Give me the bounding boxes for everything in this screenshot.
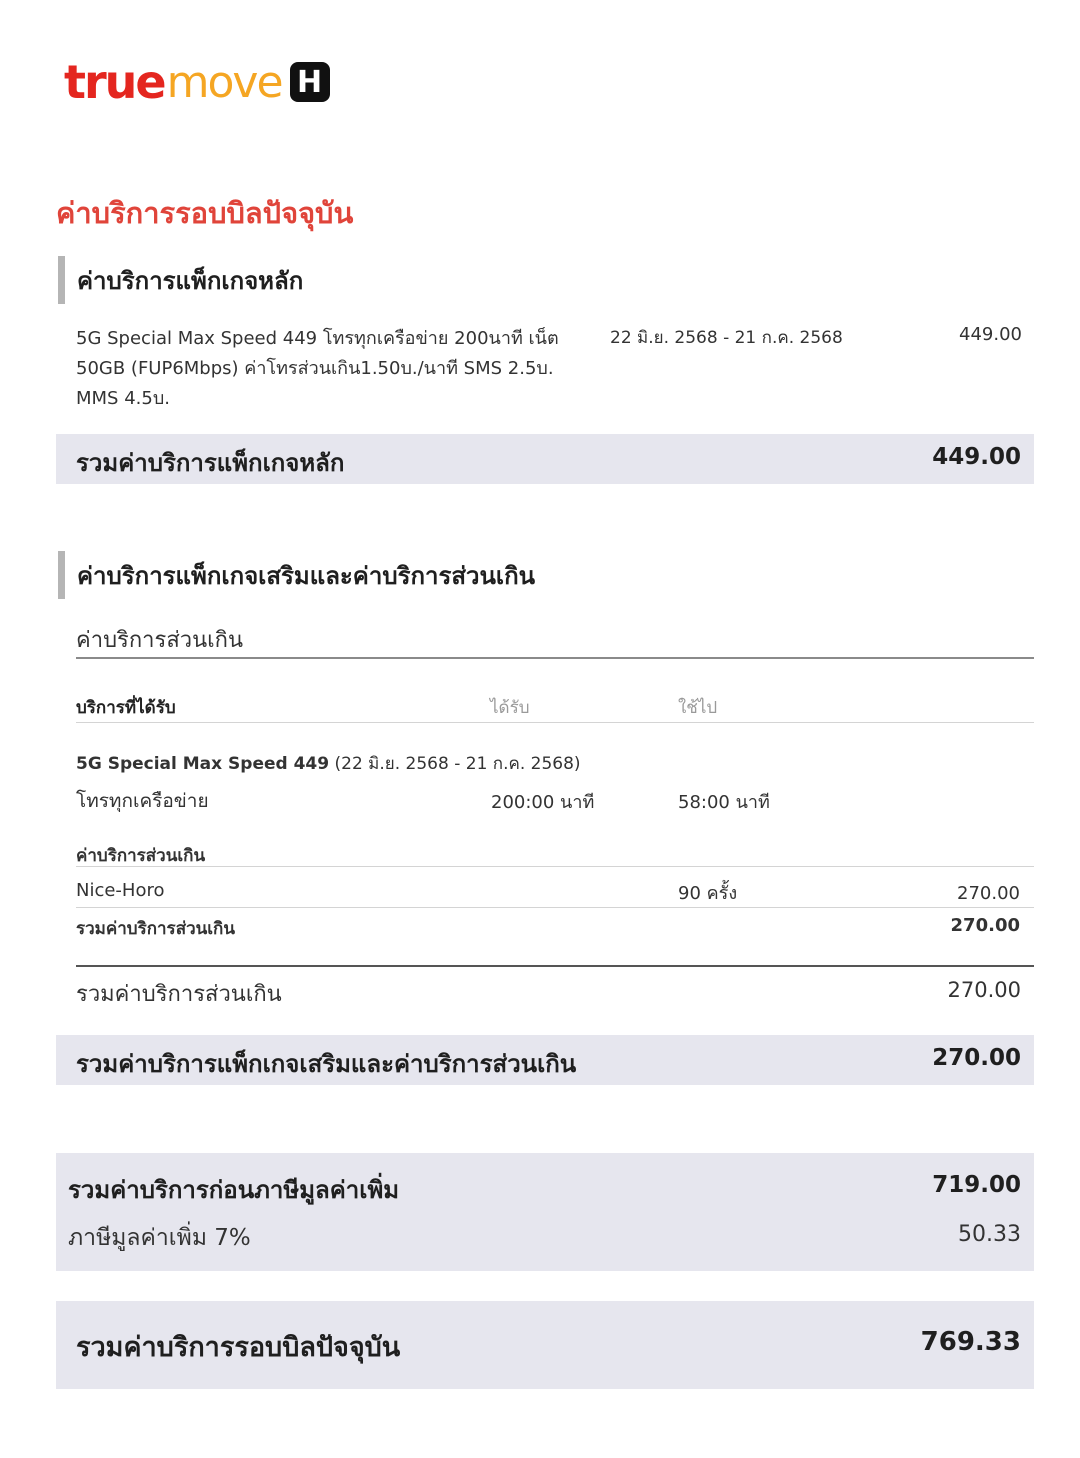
grand-total-amount: 769.33 (920, 1327, 1021, 1357)
divider (76, 907, 1034, 908)
main-package-amount: 449.00 (959, 324, 1022, 345)
main-package-total-amount: 449.00 (932, 444, 1021, 470)
addon-heading: ค่าบริการแพ็กเกจเสริมและค่าบริการส่วนเกิน (58, 551, 535, 599)
column-header-service: บริการที่ได้รับ (76, 698, 176, 718)
divider (76, 866, 1034, 867)
divider (76, 965, 1034, 967)
logo-move-text: move (166, 56, 282, 108)
main-package-description: 5G Special Max Speed 449 โทรทุกเครือข่าย 200นาที เน็ต 50GB (FUP6Mbps) ค่าโทรส่วนเกิน1.50บ./นาที SMS 2.5บ. MMS 4.5บ. (76, 328, 559, 409)
overage-subtotal-label: รวมค่าบริการส่วนเกิน (76, 919, 235, 939)
summary-band (56, 1153, 1034, 1271)
divider (76, 722, 1034, 723)
logo-true-text: true (64, 55, 165, 109)
main-package-heading: ค่าบริการแพ็กเกจหลัก (58, 256, 303, 304)
vat-amount: 50.33 (958, 1222, 1021, 1247)
page-title: ค่าบริการรอบบิลปัจจุบัน (56, 196, 354, 230)
truemove-h-logo (64, 52, 330, 112)
column-header-used: ใช้ไป (678, 698, 718, 718)
overage-subtotal-amount: 270.00 (950, 915, 1020, 936)
call-row-received: 200:00 นาที (491, 792, 595, 813)
grand-total-label: รวมค่าบริการรอบบิลปัจจุบัน (76, 1332, 401, 1363)
overage-total-amount: 270.00 (947, 978, 1021, 1002)
overage-row-used: 90 ครั้ง (678, 883, 738, 904)
overage-total-label: รวมค่าบริการส่วนเกิน (76, 982, 282, 1007)
logo-h-badge: H (290, 62, 330, 102)
call-row-used: 58:00 นาที (678, 792, 770, 813)
overage-subheading: ค่าบริการส่วนเกิน (76, 846, 206, 866)
grand-total-band (56, 1301, 1034, 1389)
pre-vat-label: รวมค่าบริการก่อนภาษีมูลค่าเพิ่ม (68, 1176, 400, 1204)
pre-vat-amount: 719.00 (932, 1172, 1021, 1198)
overage-row-label: Nice-Horo (76, 880, 165, 901)
divider (76, 657, 1034, 659)
main-package-total-band (56, 434, 1034, 484)
call-row-label: โทรทุกเครือข่าย (76, 790, 209, 812)
usage-package-period: (22 มิ.ย. 2568 - 21 ก.ค. 2568) (334, 754, 581, 774)
column-header-received: ได้รับ (490, 698, 530, 718)
addon-total-band (56, 1035, 1034, 1085)
addon-total-label: รวมค่าบริการแพ็กเกจเสริมและค่าบริการส่วนเกิน (76, 1050, 577, 1078)
main-package-period: 22 มิ.ย. 2568 - 21 ก.ค. 2568 (610, 328, 843, 348)
addon-total-amount: 270.00 (932, 1045, 1021, 1071)
vat-label: ภาษีมูลค่าเพิ่ม 7% (68, 1225, 251, 1251)
usage-package-name: 5G Special Max Speed 449 (76, 754, 330, 774)
usage-package-line (76, 750, 581, 777)
overage-title: ค่าบริการส่วนเกิน (76, 628, 244, 653)
main-package-total-label: รวมค่าบริการแพ็กเกจหลัก (76, 449, 345, 477)
overage-row-amount: 270.00 (957, 883, 1020, 904)
